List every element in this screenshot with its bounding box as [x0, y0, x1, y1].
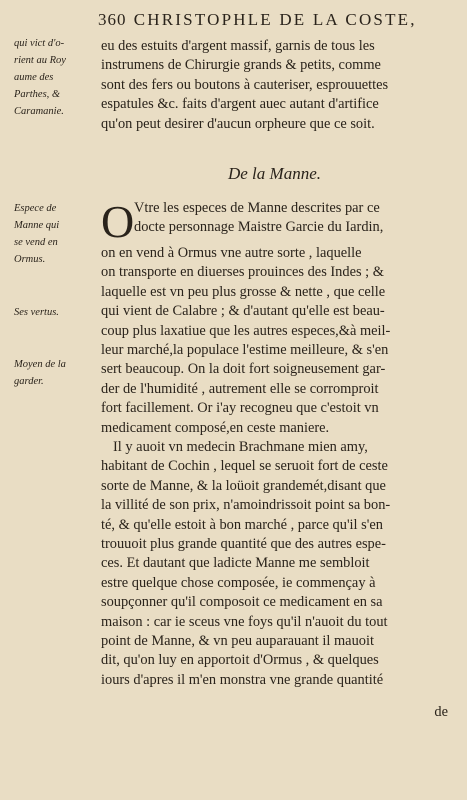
text-line: qu'on peut desirer d'aucun orpheure que ce soit.: [101, 115, 375, 132]
text-line: medicament composé,en ceste maniere.: [101, 419, 330, 436]
text-line: iours d'apres il m'en monstra vne grande quantité: [101, 671, 384, 688]
text-line: der de l'humidité , autrement elle se corromproit: [101, 380, 379, 397]
paragraph-2: [101, 438, 448, 690]
text-line: coup plus laxatiue que les autres especes,&à meil-: [101, 322, 391, 339]
text-line: la villité de son prix, n'amoindrissoit point sa bon-: [101, 497, 391, 514]
text-line: dit, qu'on luy en apportoit d'Ormus , & quelques: [101, 652, 379, 669]
text-line: té, & qu'elle estoit à bon marché , parce qu'il s'en: [101, 516, 383, 533]
text-line: Vtre les especes de Manne descrites par ce: [134, 200, 380, 216]
text-line: qui vient de Calabre ; & d'autant qu'elle est beau-: [101, 303, 385, 320]
text-line: ces. Et dautant que ladicte Manne me sembloit: [101, 555, 370, 572]
text-line: on en vend à Ormus vne autre sorte , laquelle: [101, 245, 362, 261]
text-line: Il y auoit vn medecin Brachmane mien amy,: [113, 439, 368, 455]
section-heading: De la Manne.: [227, 164, 321, 183]
text-line: point de Manne, & vn peu auparauant il mauoit: [101, 633, 374, 650]
top-paragraph: [101, 37, 448, 134]
text-line: sert beaucoup. On la doit fort soigneusement gar-: [101, 361, 386, 378]
text-line: espatules &c. faits d'argent auec autant d'artifice: [101, 96, 379, 113]
text-line: eu des estuits d'argent massif, garnis de tous les: [101, 38, 375, 54]
text-line: sont des fers ou boutons à cauteriser, esprouuettes: [101, 76, 389, 93]
text-line: habitant de Cochin , lequel se seruoit fort de ceste: [101, 458, 388, 475]
margin-note-text: Espece de Manne qui se vend en Ormus.: [14, 203, 60, 265]
text-line: on transporte en diuerses prouinces des Indes ; &: [101, 264, 384, 281]
text-line: fort facillement. Or i'ay recogneu que c'estoit vn: [101, 400, 379, 417]
text-line: laquelle est vn peu plus grosse & nette , que celle: [101, 283, 386, 300]
margin-note-espece: [14, 200, 94, 268]
drop-cap: O: [101, 196, 135, 247]
running-head: [98, 10, 453, 30]
running-title: CHRISTOPHLE DE LA COSTE,: [133, 10, 417, 29]
margin-note-garder: [14, 356, 94, 390]
catchword-text: de: [434, 704, 448, 720]
margin-note-text: Ses vertus.: [14, 307, 59, 318]
text-line: sorte de Manne, & la loüoit grandemét,disant que: [101, 477, 386, 494]
text-line: trouuoit plus grande quantité que des autres espe-: [101, 536, 386, 553]
text-line: instrumens de Chirurgie grands & petits, comme: [101, 57, 381, 74]
margin-note-origin: [14, 35, 94, 120]
margin-note-text: qui vict d'o- rient au Roy aume des Parthes, & Caramanie.: [14, 38, 66, 117]
margin-note-text: Moyen de la garder.: [14, 359, 66, 387]
catchword: [101, 703, 448, 722]
page-number: 360: [98, 10, 127, 29]
margin-note-vertus: [14, 304, 94, 321]
text-line: leur marché,la populace l'estime meilleure, & s'en: [101, 342, 389, 359]
paragraph-1: [101, 244, 448, 438]
text-line: maison : car ie sceus vne foys qu'il n'auoit du tout: [101, 613, 388, 630]
paragraph-1-lead: [134, 199, 448, 238]
text-line: estre quelque chose composée, ie commençay à: [101, 574, 376, 591]
text-line: docte personnage Maistre Garcie du Iardin,: [134, 219, 384, 236]
text-line: soupçonner qu'il composoit ce medicament en sa: [101, 594, 383, 611]
